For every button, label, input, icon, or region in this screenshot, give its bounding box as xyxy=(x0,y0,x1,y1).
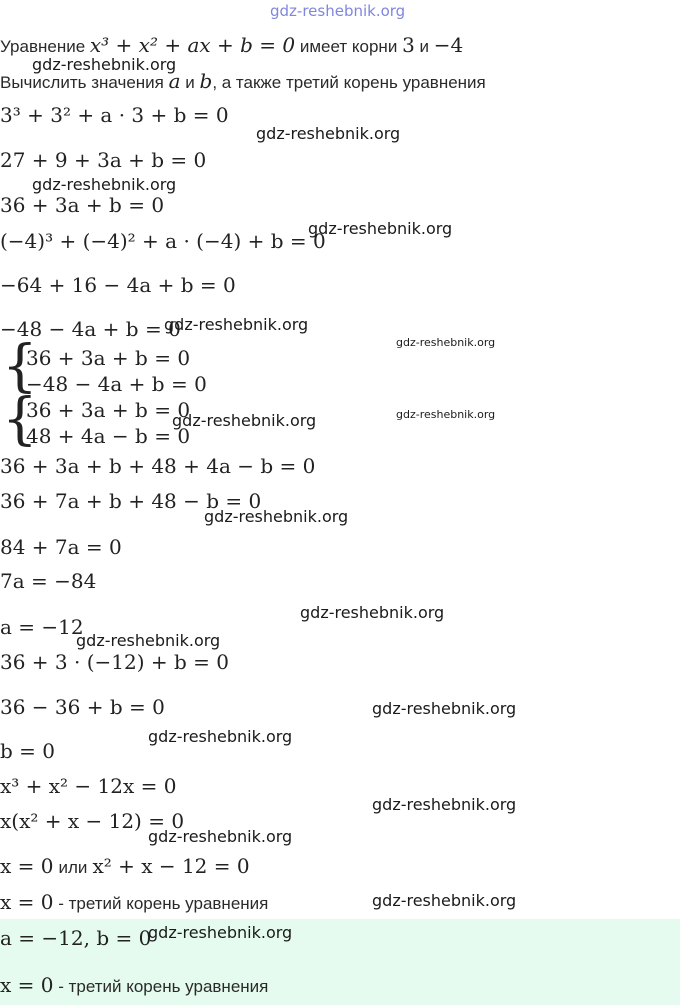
answer-root-text: - третий корень уравнения xyxy=(53,977,269,996)
step-16: x(x² + x − 12) = 0 xyxy=(0,809,185,833)
system-1-brace: { xyxy=(2,334,38,399)
root-1: 3 xyxy=(402,33,415,57)
step-1: 3³ + 3² + a · 3 + b = 0 xyxy=(0,103,229,127)
quadratic-equation: x² + x − 12 = 0 xyxy=(92,854,250,878)
watermark: gdz-reshebnik.org xyxy=(372,699,517,718)
watermark: gdz-reshebnik.org xyxy=(372,891,517,910)
watermark: gdz-reshebnik.org xyxy=(32,175,177,194)
step-15: x³ + x² − 12x = 0 xyxy=(0,774,177,798)
problem-prefix: Уравнение xyxy=(0,37,86,56)
step-12: 36 + 3 · (−12) + b = 0 xyxy=(0,650,230,674)
third-root-math: x = 0 xyxy=(0,890,54,914)
step-8: 36 + 7a + b + 48 − b = 0 xyxy=(0,489,262,513)
watermark: gdz-reshebnik.org xyxy=(256,124,401,143)
var-a: a xyxy=(168,69,181,93)
var-b: b xyxy=(199,69,213,93)
system-2-eq-1: 36 + 3a + b = 0 xyxy=(26,398,191,422)
watermark: gdz-reshebnik.org xyxy=(396,336,496,349)
roots-or-line xyxy=(0,855,250,879)
watermark: gdz-reshebnik.org xyxy=(204,507,349,526)
watermark: gdz-reshebnik.org xyxy=(396,408,496,421)
third-root-text: - третий корень уравнения xyxy=(53,894,269,913)
step-7: 36 + 3a + b + 48 + 4a − b = 0 xyxy=(0,454,316,478)
system-1-eq-2: −48 − 4a + b = 0 xyxy=(26,372,207,396)
system-2-eq-2: 48 + 4a − b = 0 xyxy=(26,424,191,448)
step-10: 7a = −84 xyxy=(0,569,97,593)
watermark: gdz-reshebnik.org xyxy=(300,603,445,622)
third-root-line xyxy=(0,891,268,915)
watermark: gdz-reshebnik.org xyxy=(172,411,317,430)
answer-line-1: a = −12, b = 0 xyxy=(0,926,152,950)
root-x-zero: x = 0 xyxy=(0,854,54,878)
watermark: gdz-reshebnik.org xyxy=(148,727,293,746)
step-5: −64 + 16 − 4a + b = 0 xyxy=(0,273,236,297)
problem-equation: x³ + x² + ax + b = 0 xyxy=(89,33,296,57)
step-14: b = 0 xyxy=(0,739,55,763)
root-2: −4 xyxy=(433,33,464,57)
watermark: gdz-reshebnik.org xyxy=(148,923,293,942)
answer-box xyxy=(0,919,680,1005)
step-9: 84 + 7a = 0 xyxy=(0,535,122,559)
watermark: gdz-reshebnik.org xyxy=(164,315,309,334)
task-suffix: , а также третий корень уравнения xyxy=(212,73,486,92)
site-watermark-top: gdz-reshebnik.org xyxy=(270,2,406,20)
watermark: gdz-reshebnik.org xyxy=(32,55,177,74)
answer-root-math: x = 0 xyxy=(0,973,54,997)
watermark: gdz-reshebnik.org xyxy=(308,219,453,238)
watermark: gdz-reshebnik.org xyxy=(76,631,221,650)
system-2-brace: { xyxy=(2,387,38,452)
answer-line-2 xyxy=(0,974,268,998)
step-4: (−4)³ + (−4)² + a · (−4) + b = 0 xyxy=(0,229,326,253)
conjunction: и xyxy=(185,73,195,92)
step-11: a = −12 xyxy=(0,615,84,639)
step-13: 36 − 36 + b = 0 xyxy=(0,695,165,719)
step-6: −48 − 4a + b = 0 xyxy=(0,317,181,341)
root-separator: и xyxy=(419,37,430,56)
system-1-eq-1: 36 + 3a + b = 0 xyxy=(26,346,191,370)
task-prefix: Вычислить значения xyxy=(0,73,164,92)
watermark: gdz-reshebnik.org xyxy=(148,827,293,846)
step-3: 36 + 3a + b = 0 xyxy=(0,193,165,217)
watermark: gdz-reshebnik.org xyxy=(372,795,517,814)
problem-roots-label: имеет корни xyxy=(299,37,398,56)
step-2: 27 + 9 + 3a + b = 0 xyxy=(0,148,207,172)
or-word: или xyxy=(58,858,88,877)
